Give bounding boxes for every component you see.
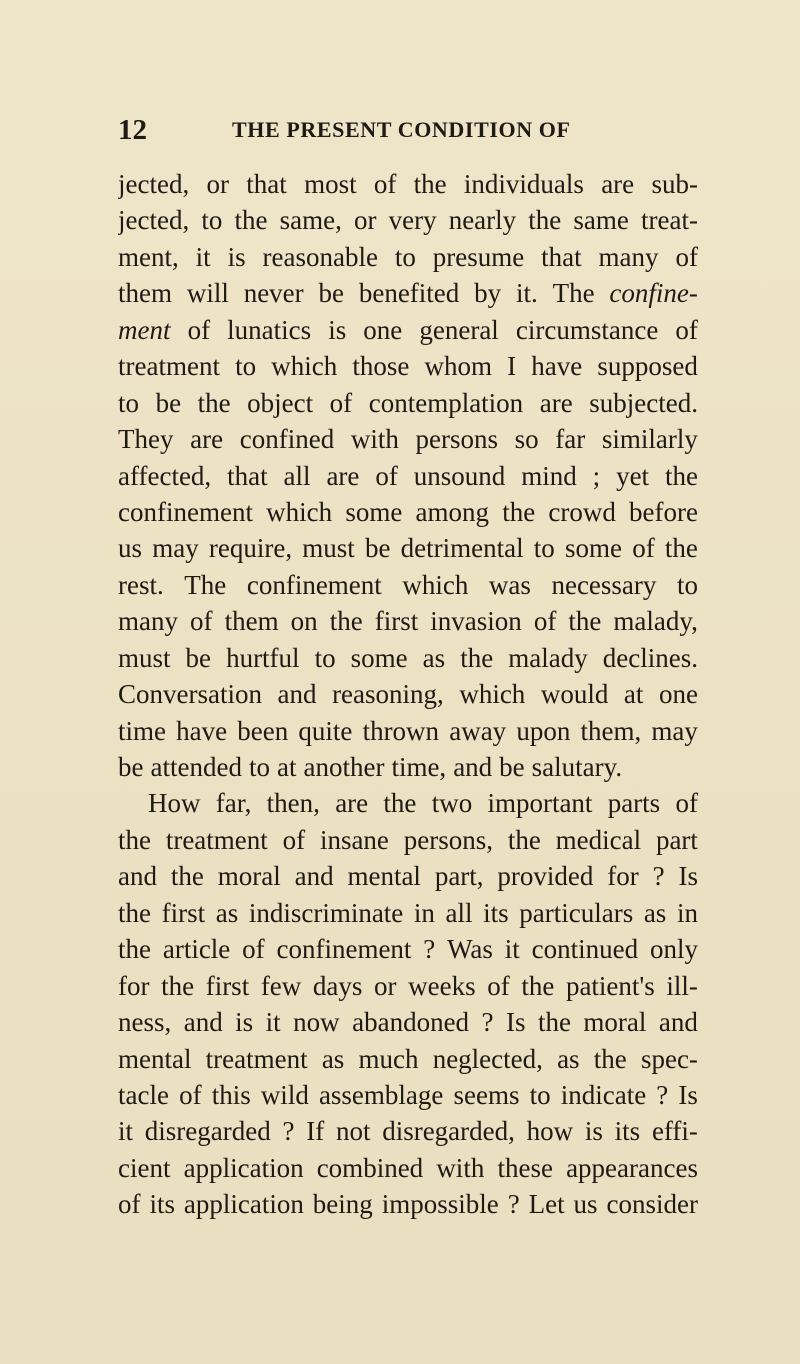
word: two (431, 788, 473, 819)
word: then, (266, 788, 320, 819)
word: or (374, 970, 397, 1001)
word: of (329, 387, 353, 418)
word: application (183, 1152, 304, 1183)
word: is (328, 314, 347, 345)
word: ; (592, 460, 601, 491)
word: which (402, 569, 469, 600)
word: the (161, 970, 195, 1001)
word: with (436, 1152, 485, 1183)
word: this (211, 1079, 251, 1110)
word: of (179, 1079, 202, 1110)
word: medical (555, 824, 642, 855)
word: effi- (651, 1116, 698, 1147)
word: article (162, 934, 231, 965)
word: moral (217, 861, 281, 892)
word: attended (150, 752, 242, 782)
word: is (584, 1116, 603, 1147)
word: are (335, 788, 369, 819)
text-line (118, 603, 698, 639)
word: days (312, 970, 363, 1001)
word: only (649, 934, 698, 965)
word: or (353, 205, 377, 236)
word: of (675, 788, 698, 819)
word: as (557, 1043, 580, 1074)
word: presume (432, 241, 525, 272)
text-line (118, 202, 698, 238)
word: important (487, 788, 593, 819)
word: on (290, 606, 318, 637)
word: to (533, 533, 555, 564)
word: same, (279, 205, 342, 236)
word: in (413, 897, 435, 928)
word: treatment (118, 351, 220, 382)
word: mental (118, 1043, 192, 1074)
word: persons (415, 424, 498, 455)
word: particulars (519, 897, 634, 928)
word: malady, (613, 606, 698, 637)
word: seems (453, 1079, 520, 1110)
word: of (675, 314, 698, 345)
text-line (118, 858, 698, 894)
word: one (658, 679, 698, 710)
word: the (460, 642, 494, 673)
word: that (541, 241, 582, 272)
word: sub- (651, 169, 698, 199)
word: or (206, 169, 229, 199)
word: ? (481, 1007, 494, 1038)
word: for (118, 970, 150, 1001)
word: which (459, 679, 526, 710)
word: indicate (560, 1079, 647, 1110)
text-line (118, 1150, 698, 1186)
text-line (118, 1077, 698, 1113)
word: ? (507, 1189, 520, 1220)
word: rest. (118, 569, 164, 600)
word: the (507, 824, 541, 855)
word: before (629, 496, 698, 527)
word: quite (298, 715, 353, 746)
word: confined (239, 424, 335, 455)
word: all (283, 460, 311, 491)
word: the (383, 788, 417, 819)
word: to (201, 205, 223, 236)
word: some (345, 496, 403, 527)
word: us (118, 533, 143, 564)
word: be (318, 278, 344, 309)
word: treatment (165, 824, 268, 855)
word: away (449, 715, 507, 746)
word: to (235, 351, 257, 382)
word: provided (497, 861, 594, 892)
word: yet (616, 460, 650, 491)
word: affected, (118, 460, 212, 491)
text-line (118, 1113, 698, 1149)
text-line (118, 749, 698, 785)
word: by (474, 278, 502, 309)
word: hurtful (226, 642, 300, 673)
text-line (118, 968, 698, 1004)
word: are (539, 387, 573, 418)
word: them (118, 278, 172, 309)
word: another (303, 752, 385, 782)
text-line (118, 275, 698, 311)
word: The (184, 569, 227, 600)
word: it (195, 241, 211, 272)
word: it (265, 1007, 281, 1038)
word: Was (447, 934, 493, 965)
word: will (186, 278, 229, 309)
word: ill- (666, 970, 698, 1001)
word: very (388, 205, 437, 236)
word: and (294, 861, 334, 892)
text-line (118, 1186, 698, 1222)
word: They (118, 424, 174, 455)
word: treatment (205, 1043, 308, 1074)
word: and (453, 752, 493, 782)
word: reasonable (262, 241, 378, 272)
word: was (488, 569, 531, 600)
word: it (504, 934, 520, 965)
word: indiscriminate (248, 897, 404, 928)
word: one (363, 314, 403, 345)
word: it (118, 1116, 134, 1147)
word: weeks (408, 970, 476, 1001)
text-line (118, 530, 698, 566)
text-line (118, 166, 698, 202)
word: persons, (403, 824, 493, 855)
word: its (614, 1116, 641, 1147)
word: ? (652, 861, 665, 892)
body-text (118, 166, 698, 1223)
word: of (190, 606, 213, 637)
word: continued (531, 934, 639, 965)
word: its (149, 1189, 175, 1220)
word: being (312, 1189, 373, 1220)
text-line (118, 640, 698, 676)
word: similarly (601, 424, 698, 455)
word: If (306, 1116, 325, 1147)
word: part, (434, 861, 484, 892)
word: the (568, 606, 602, 637)
text-line (118, 421, 698, 457)
word: are (601, 169, 635, 199)
text-line (118, 567, 698, 603)
word: the (537, 1007, 571, 1038)
word: I (507, 351, 517, 382)
word: abandoned (352, 1007, 470, 1038)
word: jected, (118, 169, 190, 199)
word: circumstance (515, 314, 659, 345)
word: first (374, 606, 419, 637)
word: of (242, 934, 265, 965)
word: us (573, 1189, 598, 1220)
word: it. (515, 278, 538, 309)
word: as (215, 897, 239, 928)
text-line (118, 348, 698, 384)
word: the (521, 970, 555, 1001)
word: to (248, 752, 270, 782)
word: to (314, 642, 336, 673)
word: would (540, 679, 609, 710)
word: contemplation (368, 387, 524, 418)
word: of (282, 824, 306, 855)
word: to (529, 1079, 551, 1110)
word: them (224, 606, 279, 637)
word: for (607, 861, 639, 892)
word: as (422, 642, 446, 673)
word: the (502, 496, 536, 527)
word: the (528, 205, 562, 236)
word: combined (316, 1152, 424, 1183)
word: ? (656, 1079, 669, 1110)
word: The (552, 278, 595, 309)
page-number: 12 (118, 114, 147, 146)
word: confine- (609, 278, 698, 309)
word: of (675, 241, 698, 272)
word: disregarded, (382, 1116, 515, 1147)
word: which (271, 351, 338, 382)
word: confinement (246, 569, 382, 600)
word: have (531, 351, 583, 382)
word: Conversation (118, 679, 262, 710)
word: Let (528, 1189, 565, 1220)
word: ? (282, 1116, 295, 1147)
word: disregarded (144, 1116, 271, 1147)
word: crowd (548, 496, 616, 527)
word: is (227, 241, 246, 272)
word: the (118, 897, 151, 928)
word: confinement (118, 496, 253, 527)
word: of (187, 314, 211, 345)
word: moral (583, 1007, 647, 1038)
text-line (118, 1004, 698, 1040)
word: must (302, 533, 355, 564)
word: tacle (118, 1079, 169, 1110)
word: never (243, 278, 304, 309)
word: the (118, 824, 151, 855)
word: be (499, 752, 525, 782)
word: whom (424, 351, 493, 382)
text-line (118, 676, 698, 712)
word: same (573, 205, 629, 236)
word: as (643, 897, 667, 928)
word: may (651, 715, 698, 746)
word: ment, (118, 241, 179, 272)
text-line (118, 785, 698, 821)
word: most (304, 169, 357, 199)
word: require, (208, 533, 293, 564)
word: as (321, 1043, 345, 1074)
word: be (185, 642, 212, 673)
word: to (118, 387, 140, 418)
word: individuals (463, 169, 584, 199)
word: insane (319, 824, 389, 855)
word: part (655, 824, 698, 855)
word: appearances (566, 1152, 698, 1183)
word: that (246, 169, 287, 199)
word: unsound (413, 460, 506, 491)
word: salutary. (531, 752, 623, 782)
word: and (658, 1007, 698, 1038)
word: the (413, 169, 447, 199)
word: wild (260, 1079, 309, 1110)
word: confinement (276, 934, 412, 965)
word: necessary (551, 569, 657, 600)
text-line (118, 458, 698, 494)
word: all (445, 897, 473, 928)
word: malady (508, 642, 588, 673)
word: mental (347, 861, 421, 892)
word: that (227, 460, 268, 491)
word: and (183, 1007, 223, 1038)
word: treat- (641, 205, 698, 236)
word: time, (391, 752, 447, 782)
word: reasoning, (332, 679, 444, 710)
word: its (483, 897, 509, 928)
word: the (664, 533, 698, 564)
word: be (364, 533, 391, 564)
word: some (565, 533, 622, 564)
word: general (419, 314, 499, 345)
word: of (533, 606, 557, 637)
word: now (293, 1007, 340, 1038)
word: the (197, 387, 231, 418)
word: impossible (381, 1189, 499, 1220)
word: of (632, 533, 655, 564)
running-head: THE PRESENT CONDITION OF (232, 117, 571, 142)
word: those (352, 351, 410, 382)
word: some (350, 642, 408, 673)
word: upon (516, 715, 571, 746)
word: far, (215, 788, 252, 819)
word: first (205, 970, 250, 1001)
word: time (118, 715, 166, 746)
word: parts (607, 788, 661, 819)
word: how (526, 1116, 574, 1147)
word: patient's (565, 970, 655, 1001)
word: so (514, 424, 539, 455)
word: the (665, 460, 698, 491)
word: ? (423, 934, 436, 965)
word: of (118, 1189, 141, 1220)
word: and (118, 861, 157, 892)
text-line (118, 895, 698, 931)
word: the (234, 205, 268, 236)
word: are (190, 424, 224, 455)
word: consider (606, 1189, 698, 1220)
word: be (118, 752, 144, 782)
word: to (676, 569, 698, 600)
word: ment (118, 314, 171, 345)
word: and (277, 679, 317, 710)
word: supposed (597, 351, 698, 382)
word: first (161, 897, 206, 928)
word: may (152, 533, 199, 564)
word: many (598, 241, 659, 272)
word: them, (580, 715, 642, 746)
text-line (118, 713, 698, 749)
word: assemblage (318, 1079, 444, 1110)
word: is (235, 1007, 254, 1038)
word: thrown (362, 715, 440, 746)
word: at (276, 752, 297, 782)
word: among (415, 496, 489, 527)
word: of (375, 460, 398, 491)
word: Is (678, 861, 698, 892)
word: many (118, 606, 178, 637)
word: cient (118, 1152, 171, 1183)
word: are (326, 460, 360, 491)
word: of (373, 169, 397, 199)
word: these (497, 1152, 553, 1183)
word: spec- (640, 1043, 698, 1074)
word: detrimental (400, 533, 524, 564)
word: How (148, 788, 201, 819)
word: jected, (118, 205, 190, 236)
word: must (118, 642, 171, 673)
page-header (118, 112, 718, 148)
word: the (118, 934, 151, 965)
word: subjected. (589, 387, 698, 418)
word: much (358, 1043, 419, 1074)
word: of (487, 970, 510, 1001)
word: invasion (430, 606, 522, 637)
text-line (118, 1041, 698, 1077)
word: object (247, 387, 314, 418)
word: the (329, 606, 363, 637)
word: mind (521, 460, 577, 491)
word: declines. (602, 642, 698, 673)
word: been (237, 715, 289, 746)
text-line (118, 931, 698, 967)
text-line (118, 822, 698, 858)
word: lunatics (227, 314, 312, 345)
word: application (183, 1189, 304, 1220)
text-line (118, 494, 698, 530)
word: nearly (448, 205, 517, 236)
word: not (335, 1116, 371, 1147)
word: with (350, 424, 399, 455)
word: Is (678, 1079, 698, 1110)
word: have (176, 715, 228, 746)
word: benefited (358, 278, 460, 309)
word: which (266, 496, 333, 527)
word: in (676, 897, 698, 928)
word: the (593, 1043, 627, 1074)
text-line (118, 239, 698, 275)
word: far (555, 424, 586, 455)
word: neglected, (432, 1043, 543, 1074)
word: the (170, 861, 204, 892)
word: to (394, 241, 416, 272)
text-line (118, 312, 698, 348)
word: be (155, 387, 182, 418)
word: ness, (118, 1007, 172, 1038)
text-line (118, 385, 698, 421)
word: few (260, 970, 302, 1001)
word: at (623, 679, 644, 710)
word: Is (505, 1007, 526, 1038)
